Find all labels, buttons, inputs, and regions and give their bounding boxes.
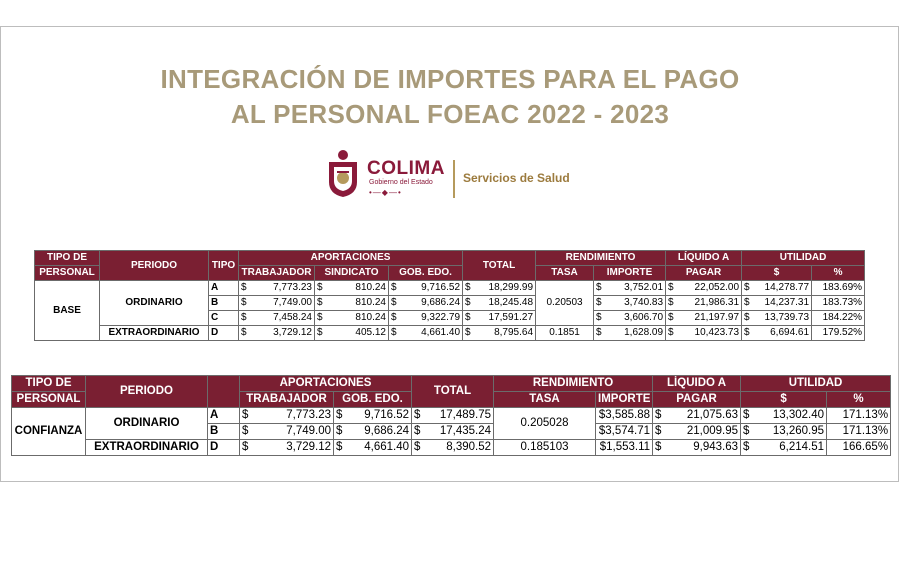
- currency-sign: $: [596, 327, 602, 338]
- utilidad-value: 14,278.77: [764, 282, 810, 293]
- currency-sign: $: [241, 312, 247, 323]
- currency-sign: $: [391, 282, 397, 293]
- tasa-value: 0.20503: [536, 281, 594, 326]
- header-aportaciones: APORTACIONES: [239, 251, 463, 266]
- currency-sign: $: [655, 409, 662, 421]
- utilidad-pct-value: 183.73%: [812, 296, 865, 311]
- gob-value: 4,661.40: [421, 327, 461, 338]
- colima-logo-text: COLIMA: [367, 158, 445, 179]
- periodo-ordinario: ORDINARIO: [86, 408, 208, 440]
- currency-sign: $: [414, 441, 421, 453]
- trabajador-value: 3,729.12: [273, 327, 312, 338]
- utilidad-pct-value: 166.65%: [827, 440, 891, 456]
- header-pagar: PAGAR: [653, 392, 741, 408]
- table-row: [35, 281, 865, 296]
- table-header-row: [35, 251, 865, 266]
- header-utilidad: UTILIDAD: [741, 376, 891, 392]
- personal-confianza: CONFIANZA: [12, 408, 86, 456]
- currency-sign: $: [242, 409, 249, 421]
- importe-value: $3,585.88: [596, 408, 653, 424]
- colima-ornament: •—◆—•: [369, 188, 402, 197]
- importe-value: 3,606.70: [624, 312, 664, 323]
- importe-value: 3,740.83: [624, 297, 664, 308]
- header-tipo-personal: TIPO DE: [12, 376, 86, 392]
- currency-sign: $: [242, 425, 249, 437]
- liquido-value: 21,986.31: [694, 297, 740, 308]
- currency-sign: $: [596, 312, 602, 323]
- base-personnel-table: [34, 250, 865, 341]
- gob-value: 9,716.52: [421, 282, 461, 293]
- tipo-cell: D: [209, 326, 239, 341]
- logo-divider: [453, 160, 455, 198]
- currency-sign: $: [655, 441, 662, 453]
- trabajador-value: 7,773.23: [273, 282, 312, 293]
- importe-value: 1,628.09: [624, 327, 664, 338]
- total-value: 17,591.27: [488, 312, 534, 323]
- currency-sign: $: [465, 282, 471, 293]
- colima-logo: [323, 148, 573, 200]
- tasa-value: 0.185103: [494, 440, 596, 456]
- gob-value: 9,322.79: [421, 312, 461, 323]
- importe-value: 3,752.01: [624, 282, 664, 293]
- currency-sign: $: [668, 282, 674, 293]
- currency-sign: $: [414, 425, 421, 437]
- utilidad-value: 13,302.40: [772, 409, 825, 421]
- sindicato-value: 405.12: [355, 327, 386, 338]
- currency-sign: $: [743, 409, 750, 421]
- header-liquido: LÍQUIDO A: [653, 376, 741, 392]
- colima-logo-subtitle: Gobierno del Estado: [369, 179, 433, 186]
- utilidad-value: 13,260.95: [772, 425, 825, 437]
- header-total: TOTAL: [463, 251, 536, 281]
- header-periodo: PERIODO: [100, 251, 209, 281]
- tipo-cell: A: [208, 408, 240, 424]
- utilidad-pct-value: 183.69%: [812, 281, 865, 296]
- sindicato-value: 810.24: [355, 312, 386, 323]
- table-row: [12, 408, 891, 424]
- total-value: 8,795.64: [494, 327, 534, 338]
- colima-shield-icon: [323, 148, 363, 198]
- header-importe: IMPORTE: [596, 392, 653, 408]
- tipo-cell: D: [208, 440, 240, 456]
- page-title-line-1: INTEGRACIÓN DE IMPORTES PARA EL PAGO: [160, 64, 740, 94]
- currency-sign: $: [317, 312, 323, 323]
- header-periodo: PERIODO: [86, 376, 208, 408]
- gob-value: 9,686.24: [364, 425, 410, 437]
- currency-sign: $: [744, 297, 750, 308]
- liquido-value: 21,075.63: [686, 409, 739, 421]
- liquido-value: 21,197.97: [694, 312, 740, 323]
- currency-sign: $: [596, 297, 602, 308]
- liquido-value: 22,052.00: [694, 282, 740, 293]
- currency-sign: $: [241, 282, 247, 293]
- header-tipo: TIPO: [209, 251, 239, 281]
- currency-sign: $: [414, 409, 421, 421]
- header-utilidad: UTILIDAD: [742, 251, 865, 266]
- header-rendimiento: RENDIMIENTO: [494, 376, 653, 392]
- currency-sign: $: [744, 282, 750, 293]
- header-personal: PERSONAL: [35, 266, 100, 281]
- header-utilidad-pct: %: [812, 266, 865, 281]
- utilidad-pct-value: 179.52%: [812, 326, 865, 341]
- currency-sign: $: [465, 297, 471, 308]
- gob-value: 4,661.40: [364, 441, 410, 453]
- currency-sign: $: [391, 297, 397, 308]
- header-personal: PERSONAL: [12, 392, 86, 408]
- currency-sign: $: [391, 327, 397, 338]
- sindicato-value: 810.24: [355, 282, 386, 293]
- liquido-value: 10,423.73: [694, 327, 740, 338]
- sindicato-value: 810.24: [355, 297, 386, 308]
- header-trabajador: TRABAJADOR: [240, 392, 334, 408]
- trabajador-value: 3,729.12: [286, 441, 331, 453]
- tipo-cell: B: [208, 424, 240, 440]
- total-value: 17,489.75: [439, 409, 492, 421]
- header-tasa: TASA: [494, 392, 596, 408]
- currency-sign: $: [336, 441, 343, 453]
- utilidad-pct-value: 184.22%: [812, 311, 865, 326]
- servicios-salud-label: Servicios de Salud: [463, 171, 570, 185]
- confianza-personnel-table: [11, 375, 891, 456]
- importe-value: $3,574.71: [596, 424, 653, 440]
- tipo-cell: B: [209, 296, 239, 311]
- total-value: 17,435.24: [439, 425, 492, 437]
- periodo-extraordinario: EXTRAORDINARIO: [86, 440, 208, 456]
- header-gob-edo: GOB. EDO.: [389, 266, 463, 281]
- utilidad-value: 6,694.61: [770, 327, 810, 338]
- utilidad-pct-value: 171.13%: [827, 424, 891, 440]
- currency-sign: $: [317, 297, 323, 308]
- total-value: 18,299.99: [488, 282, 534, 293]
- currency-sign: $: [465, 327, 471, 338]
- header-total: TOTAL: [412, 376, 494, 408]
- tasa-value: 0.205028: [494, 408, 596, 440]
- header-importe: IMPORTE: [594, 266, 666, 281]
- table-row: [35, 326, 865, 341]
- header-tipo-blank: [208, 376, 240, 408]
- currency-sign: $: [336, 425, 343, 437]
- header-gob-edo: GOB. EDO.: [334, 392, 412, 408]
- currency-sign: $: [743, 425, 750, 437]
- utilidad-value: 13,739.73: [764, 312, 810, 323]
- header-rendimiento: RENDIMIENTO: [536, 251, 666, 266]
- header-trabajador: TRABAJADOR: [239, 266, 315, 281]
- header-sindicato: SINDICATO: [315, 266, 389, 281]
- periodo-ordinario: ORDINARIO: [100, 281, 209, 326]
- trabajador-value: 7,749.00: [286, 425, 331, 437]
- liquido-value: 9,943.63: [693, 441, 739, 453]
- page-title-line-2: AL PERSONAL FOEAC 2022 - 2023: [230, 99, 670, 129]
- currency-sign: $: [336, 409, 343, 421]
- tipo-cell: C: [209, 311, 239, 326]
- currency-sign: $: [465, 312, 471, 323]
- currency-sign: $: [391, 312, 397, 323]
- currency-sign: $: [317, 282, 323, 293]
- utilidad-pct-value: 171.13%: [827, 408, 891, 424]
- currency-sign: $: [744, 327, 750, 338]
- total-value: 18,245.48: [488, 297, 534, 308]
- gob-value: 9,716.52: [364, 409, 410, 421]
- trabajador-value: 7,773.23: [286, 409, 331, 421]
- liquido-value: 21,009.95: [686, 425, 739, 437]
- currency-sign: $: [242, 441, 249, 453]
- currency-sign: $: [668, 312, 674, 323]
- utilidad-value: 14,237.31: [764, 297, 810, 308]
- header-utilidad-pesos: $: [741, 392, 827, 408]
- currency-sign: $: [241, 297, 247, 308]
- table-row: [12, 440, 891, 456]
- tasa-value: 0.1851: [536, 326, 594, 341]
- currency-sign: $: [743, 441, 750, 453]
- header-tipo-personal: TIPO DE: [35, 251, 100, 266]
- currency-sign: $: [596, 282, 602, 293]
- currency-sign: $: [744, 312, 750, 323]
- header-utilidad-pesos: $: [742, 266, 812, 281]
- currency-sign: $: [241, 327, 247, 338]
- currency-sign: $: [668, 327, 674, 338]
- currency-sign: $: [317, 327, 323, 338]
- header-tasa: TASA: [536, 266, 594, 281]
- tipo-cell: A: [209, 281, 239, 296]
- header-liquido: LÍQUIDO A: [666, 251, 742, 266]
- importe-value: $1,553.11: [596, 440, 653, 456]
- table-header-row: [12, 376, 891, 392]
- currency-sign: $: [655, 425, 662, 437]
- header-aportaciones: APORTACIONES: [240, 376, 412, 392]
- personal-base: BASE: [35, 281, 100, 341]
- header-pagar: PAGAR: [666, 266, 742, 281]
- utilidad-value: 6,214.51: [779, 441, 825, 453]
- gob-value: 9,686.24: [421, 297, 461, 308]
- total-value: 8,390.52: [446, 441, 492, 453]
- currency-sign: $: [668, 297, 674, 308]
- header-utilidad-pct: %: [827, 392, 891, 408]
- trabajador-value: 7,458.24: [273, 312, 312, 323]
- trabajador-value: 7,749.00: [273, 297, 312, 308]
- periodo-extraordinario: EXTRAORDINARIO: [100, 326, 209, 341]
